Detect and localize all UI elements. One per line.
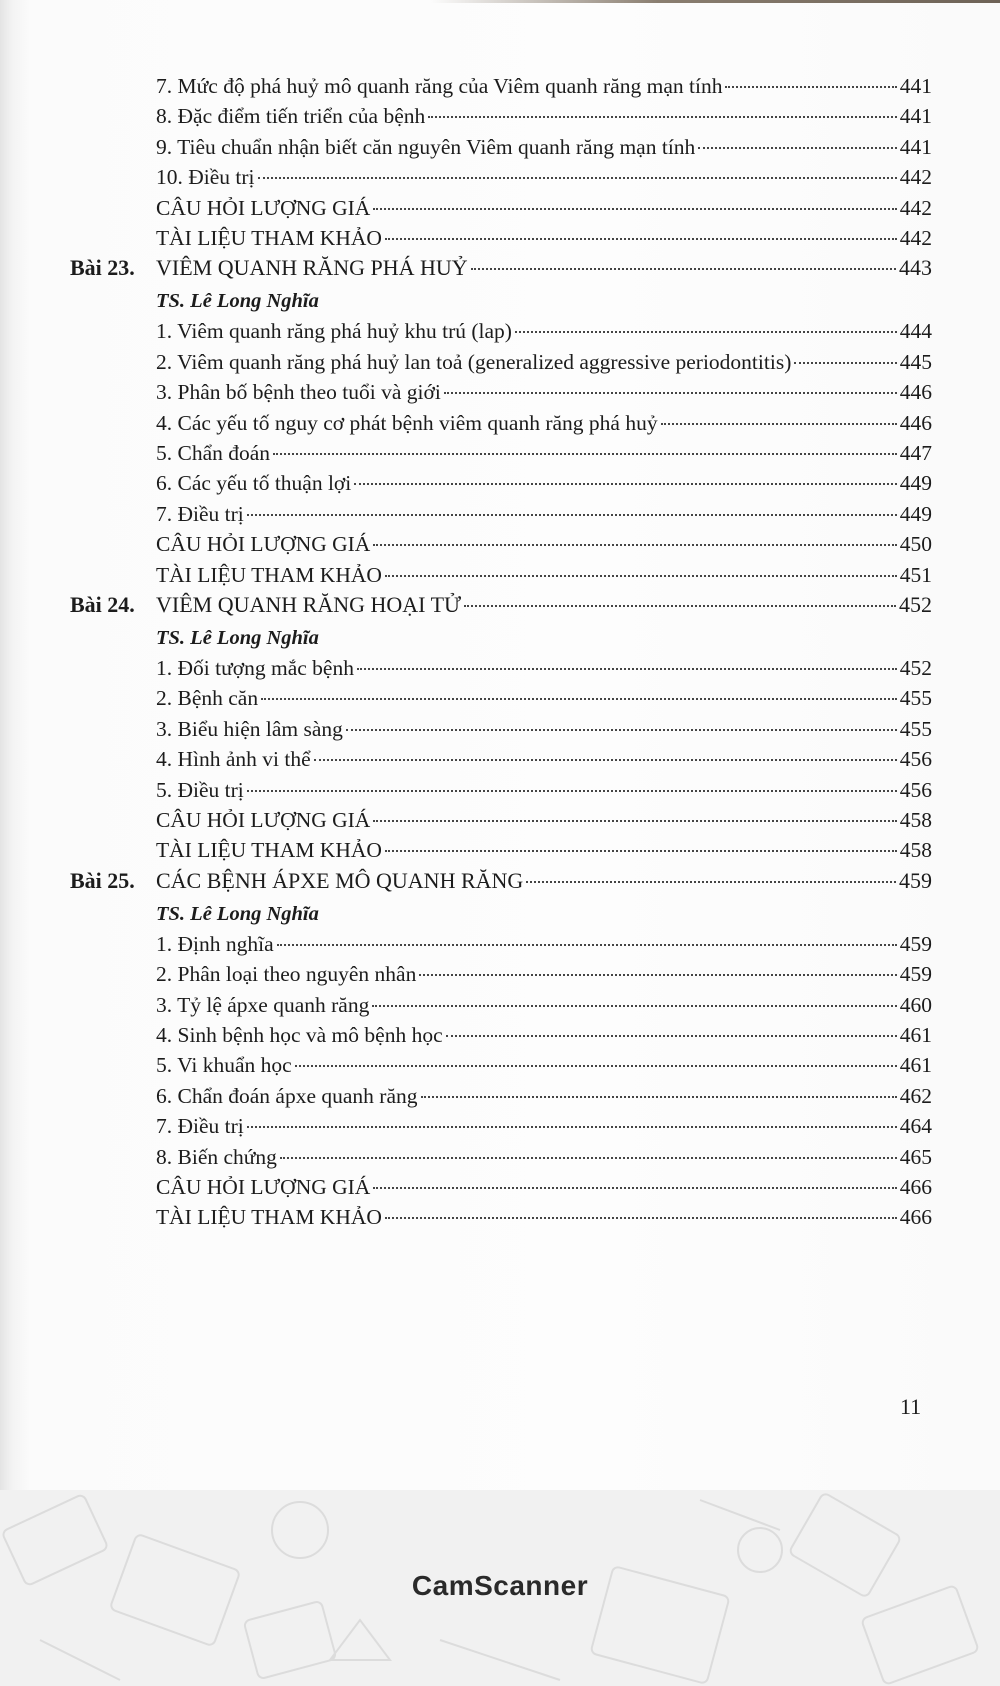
entry-page-number: 458 (899, 808, 932, 832)
entry-title: 7. Điều trị (156, 1114, 244, 1139)
dot-leader (385, 575, 897, 577)
entry-row (156, 192, 932, 224)
toc-lesson (0, 589, 1000, 621)
toc-entry (0, 222, 1000, 254)
entry-page-number: 452 (899, 592, 932, 617)
dot-leader (464, 605, 896, 607)
entry-page-number: 461 (899, 1023, 932, 1047)
lesson-label: Bài 25. (70, 867, 135, 893)
entry-page-number: 456 (899, 777, 932, 802)
entry-row (156, 1049, 932, 1081)
entry-page-number: 441 (899, 104, 932, 129)
toc-entry (0, 100, 1000, 132)
toc-entry (0, 958, 1000, 990)
toc-entry (0, 376, 1000, 408)
toc-entry (0, 743, 1000, 775)
dot-leader (247, 790, 897, 792)
entry-title: 2. Phân loại theo nguyên nhân (156, 962, 417, 987)
entry-page-number: 446 (899, 410, 932, 435)
entry-row (156, 865, 932, 897)
entry-page-number: 450 (899, 532, 932, 557)
entry-title: 6. Các yếu tố thuận lợi (156, 471, 352, 496)
entry-row (156, 346, 932, 378)
dot-leader (295, 1065, 897, 1067)
entry-row (156, 1141, 932, 1173)
entry-page-number: 458 (899, 838, 932, 863)
entry-page-number: 464 (899, 1114, 932, 1139)
dot-leader (373, 820, 896, 822)
toc-entry (0, 1080, 1000, 1112)
entry-page-number: 444 (899, 319, 932, 344)
entry-row (156, 1019, 932, 1051)
entry-title: 3. Biểu hiện lâm sàng (156, 716, 343, 741)
entry-title: 4. Các yếu tố nguy cơ phát bệnh viêm quanh răng phá huỷ (156, 410, 658, 435)
entry-row (156, 589, 932, 621)
entry-row (156, 315, 932, 347)
toc-entry (0, 713, 1000, 745)
entry-title: 5. Chẩn đoán (156, 441, 271, 465)
entry-row (156, 713, 932, 745)
dot-leader (421, 1096, 897, 1098)
entry-row (156, 376, 932, 408)
entry-title: TS. Lê Long Nghĩa (156, 290, 319, 313)
entry-row (156, 682, 932, 714)
entry-row (156, 1201, 932, 1233)
dot-leader (273, 453, 897, 455)
entry-row (156, 252, 932, 284)
entry-page-number: 449 (899, 471, 932, 496)
toc-author (0, 622, 1000, 654)
entry-page-number: 451 (899, 562, 932, 587)
entry-row (156, 70, 932, 102)
entry-page-number: 449 (899, 501, 932, 526)
entry-page-number: 442 (899, 226, 932, 250)
dot-leader (515, 331, 897, 333)
entry-row (156, 834, 932, 866)
entry-row (156, 622, 932, 654)
toc-entry (0, 989, 1000, 1021)
entry-page-number: 461 (899, 1053, 932, 1078)
dot-leader (354, 483, 896, 485)
toc-entry (0, 498, 1000, 530)
toc-entry (0, 346, 1000, 378)
camscanner-logo-text: CamScanner (411, 1570, 589, 1601)
entry-row (156, 559, 932, 591)
entry-row (156, 958, 932, 990)
dot-leader (444, 392, 897, 394)
toc-entry (0, 559, 1000, 591)
toc-entry (0, 1201, 1000, 1233)
entry-title: VIÊM QUANH RĂNG PHÁ HUỶ (156, 255, 468, 281)
dot-leader (280, 1157, 897, 1159)
entry-title: 5. Điều trị (156, 777, 244, 802)
toc-author (0, 285, 1000, 317)
toc-entry (0, 70, 1000, 102)
entry-row (156, 498, 932, 530)
toc-entry (0, 467, 1000, 499)
entry-row (156, 285, 932, 317)
toc-entry (0, 652, 1000, 684)
dot-leader (661, 423, 897, 425)
toc-entry (0, 161, 1000, 193)
dot-leader (373, 1187, 896, 1189)
entry-title: CÁC BỆNH ÁPXE MÔ QUANH RĂNG (156, 867, 524, 893)
dot-leader (385, 1217, 897, 1219)
entry-row (156, 774, 932, 806)
dot-leader (725, 86, 896, 88)
dot-leader (385, 238, 897, 240)
toc-entry (0, 1141, 1000, 1173)
entry-row (156, 743, 932, 775)
toc-lesson (0, 252, 1000, 284)
entry-title: 7. Mức độ phá huỷ mô quanh răng của Viêm quanh răng mạn tính (156, 74, 723, 98)
toc-author (0, 898, 1000, 930)
dot-leader (419, 974, 896, 976)
toc-entry (0, 928, 1000, 960)
entry-title: 10. Điều trị (156, 165, 255, 190)
dot-leader (428, 116, 897, 118)
entry-page-number: 441 (899, 134, 932, 159)
entry-row (156, 1110, 932, 1142)
dot-leader (385, 850, 897, 852)
toc-entry (0, 834, 1000, 866)
entry-title: 1. Viêm quanh răng phá huỷ khu trú (lap) (156, 319, 512, 344)
dot-leader (794, 362, 896, 364)
entry-title: 3. Phân bố bệnh theo tuổi và giới (156, 380, 441, 405)
toc-entry (0, 131, 1000, 163)
entry-row (156, 100, 932, 132)
entry-page-number: 466 (899, 1205, 932, 1230)
page-number: 11 (900, 1394, 922, 1419)
entry-page-number: 443 (899, 255, 932, 281)
entry-row (156, 804, 932, 836)
entry-row (156, 437, 932, 469)
entry-row (156, 161, 932, 193)
entry-page-number: 442 (899, 165, 932, 190)
toc-entry (0, 1110, 1000, 1142)
entry-title: 4. Hình ảnh vi thể (156, 747, 311, 772)
entry-title: TÀI LIỆU THAM KHẢO (156, 838, 382, 863)
entry-title: TÀI LIỆU THAM KHẢO (156, 562, 382, 587)
dot-leader (698, 147, 896, 149)
entry-title: TS. Lê Long Nghĩa (156, 627, 319, 649)
toc-entry (0, 1171, 1000, 1203)
toc-entry (0, 1019, 1000, 1051)
entry-page-number: 452 (899, 656, 932, 680)
entry-page-number: 447 (899, 441, 932, 465)
entry-title: 5. Vi khuẩn học (156, 1053, 292, 1078)
page-top-edge (430, 0, 1000, 3)
dot-leader (277, 944, 897, 946)
entry-title: 9. Tiêu chuẩn nhận biết căn nguyên Viêm quanh răng mạn tính (156, 134, 696, 159)
toc-entry (0, 437, 1000, 469)
entry-title: 6. Chẩn đoán ápxe quanh răng (156, 1083, 418, 1108)
entry-title: 8. Biến chứng (156, 1144, 277, 1169)
entry-row (156, 898, 932, 930)
entry-page-number: 456 (899, 747, 932, 772)
entry-page-number: 446 (899, 380, 932, 405)
entry-title: 7. Điều trị (156, 501, 244, 526)
entry-title: VIÊM QUANH RĂNG HOẠI TỬ (156, 592, 462, 617)
toc-entry (0, 1049, 1000, 1081)
entry-title: CÂU HỎI LƯỢNG GIÁ (156, 532, 371, 557)
entry-row (156, 652, 932, 684)
toc-lesson (0, 865, 1000, 897)
entry-title: TÀI LIỆU THAM KHẢO (156, 226, 382, 250)
toc-entry (0, 315, 1000, 347)
dot-leader (471, 268, 896, 270)
entry-page-number: 460 (899, 992, 932, 1017)
entry-row (156, 1171, 932, 1203)
dot-leader (526, 881, 896, 883)
toc-entry (0, 192, 1000, 224)
entry-page-number: 465 (899, 1144, 932, 1169)
entry-title: 2. Bệnh căn (156, 686, 259, 711)
entry-row (156, 1080, 932, 1112)
toc-entry (0, 528, 1000, 560)
entry-title: TÀI LIỆU THAM KHẢO (156, 1205, 382, 1230)
entry-page-number: 459 (899, 931, 932, 956)
entry-page-number: 459 (899, 962, 932, 987)
entry-row (156, 407, 932, 439)
entry-title: 1. Định nghĩa (156, 931, 274, 956)
entry-page-number: 455 (899, 716, 932, 741)
entry-row (156, 528, 932, 560)
entry-row (156, 928, 932, 960)
entry-page-number: 459 (899, 867, 932, 893)
dot-leader (346, 729, 897, 731)
entry-row (156, 989, 932, 1021)
dot-leader (357, 668, 897, 670)
entry-page-number: 442 (899, 195, 932, 220)
entry-page-number: 455 (899, 686, 932, 711)
entry-page-number: 462 (899, 1083, 932, 1108)
entry-title: 8. Đặc điểm tiến triển của bệnh (156, 104, 426, 129)
entry-page-number: 445 (899, 349, 932, 374)
entry-title: CÂU HỎI LƯỢNG GIÁ (156, 195, 371, 220)
toc-entry (0, 407, 1000, 439)
toc-entry (0, 804, 1000, 836)
entry-title: CÂU HỎI LƯỢNG GIÁ (156, 1175, 371, 1199)
camscanner-footer (0, 1490, 1000, 1686)
entry-title: CÂU HỎI LƯỢNG GIÁ (156, 808, 371, 832)
dot-leader (446, 1035, 897, 1037)
toc-entry (0, 774, 1000, 806)
lesson-label: Bài 24. (70, 592, 135, 617)
entry-title: 3. Tỷ lệ ápxe quanh răng (156, 992, 370, 1017)
dot-leader (373, 544, 896, 546)
dot-leader (372, 1005, 896, 1007)
dot-leader (247, 514, 897, 516)
lesson-label: Bài 23. (70, 255, 135, 281)
entry-title: 2. Viêm quanh răng phá huỷ lan toả (generalized aggressive periodontitis) (156, 349, 792, 374)
entry-row (156, 467, 932, 499)
entry-title: TS. Lê Long Nghĩa (156, 902, 319, 925)
entry-title: 1. Đối tượng mắc bệnh (156, 656, 354, 680)
dot-leader (373, 208, 896, 210)
entry-row (156, 131, 932, 163)
toc-entry (0, 682, 1000, 714)
entry-page-number: 466 (899, 1175, 932, 1199)
entry-page-number: 441 (899, 74, 932, 98)
dot-leader (247, 1126, 897, 1128)
dot-leader (258, 177, 897, 179)
entry-title: 4. Sinh bệnh học và mô bệnh học (156, 1023, 443, 1047)
entry-row (156, 222, 932, 254)
dot-leader (314, 759, 897, 761)
dot-leader (261, 698, 897, 700)
